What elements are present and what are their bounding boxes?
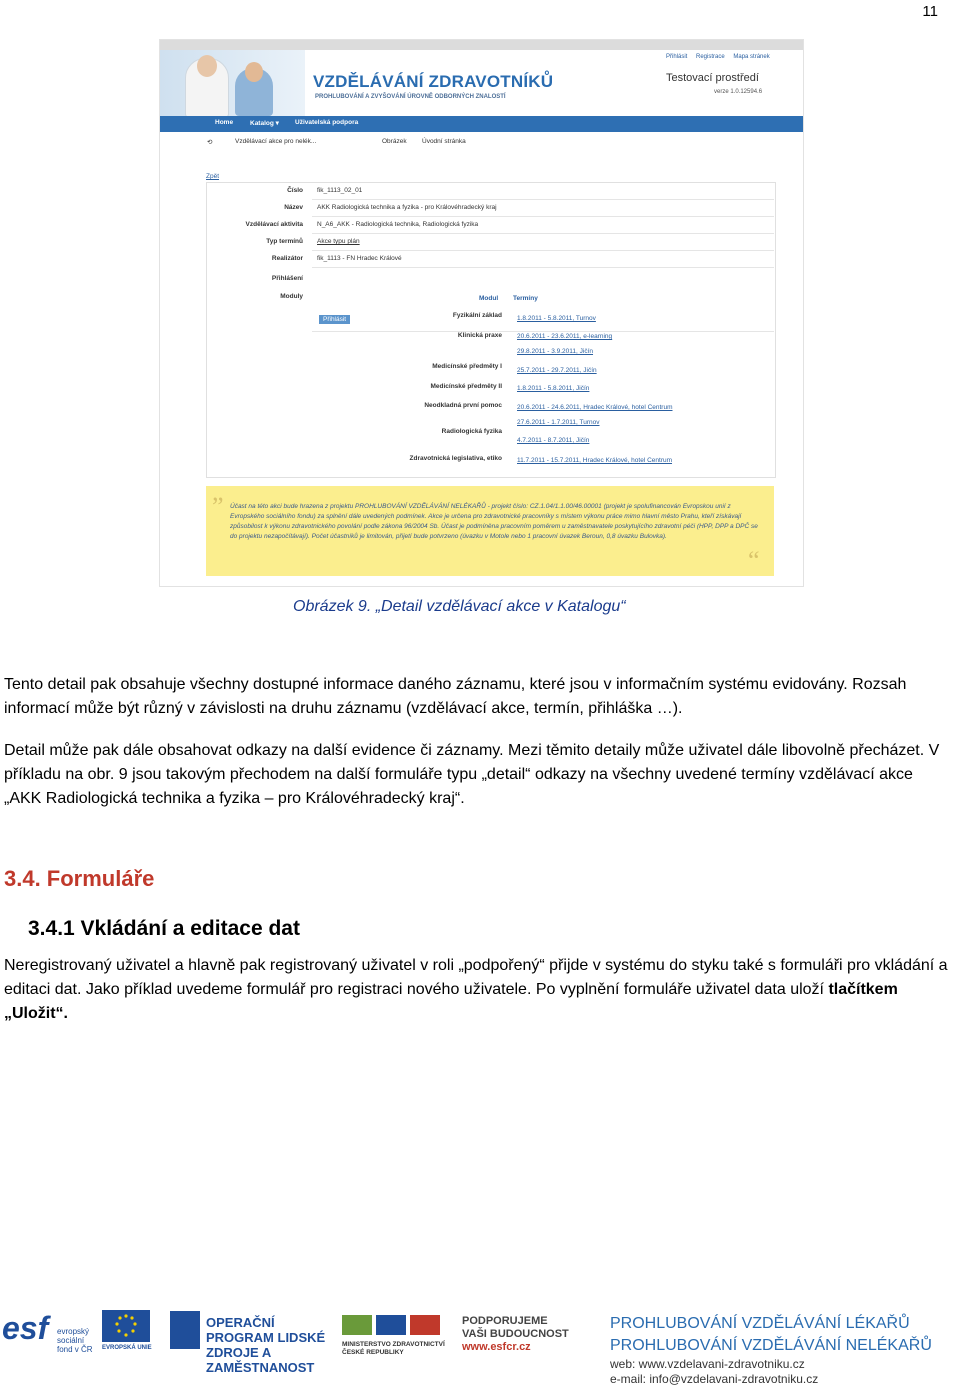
footer-logos [2,1305,592,1375]
field-label: Přihlášení [271,275,303,282]
notice-text: Účast na této akci bude hrazena z projektu PROHLUBOVÁNÍ VZDĚLÁVÁNÍ NELÉKAŘŮ - projekt číslo: CZ.1.04/1.1.00/46.00001 (projekt je spolufinancován Evropskou unií z Evropského sociálního fondu) za splnění dále uvedených podmínek. Akce je určena pro zdravotnické pracovníky s místem výkonu práce mimo hlavní město Prahu, kteří získávají způsobilost k výkonu zdravotnického povolání podle zákona 96/2004 Sb. Účast je podmíněna pracovním poměrem u zaměstnavatele poskytujícího zdravotní péči (HPP, DPP a DPČ se do projektu nezapočítávají). Počet účastníků je limitován, přijetí bude potvrzeno (úvazku v Motole nebo 1 pracovní úvazek Beroun, 0,8 úvazku Bulovka). [230,503,758,540]
op-logo-icon [170,1311,200,1349]
field-label: Typ termínů [266,238,303,245]
term-link[interactable]: 1.8.2011 - 5.8.2011, Turnov [517,315,596,322]
support-slogan: PODPORUJEME VAŠI BUDOUCNOST [462,1315,569,1340]
field-label: Realizátor [271,255,303,262]
op-text: OPERAČNÍ PROGRAM LIDSKÉ ZDROJE A ZAMĚSTNANOST [206,1315,326,1375]
term-link[interactable]: 11.7.2011 - 15.7.2011, Hradec Králové, hotel Centrum [517,457,673,464]
section-heading: 3.4. Formuláře [4,866,155,891]
term-link[interactable]: 29.8.2011 - 3.9.2011, Jičín [517,348,594,355]
site-logo-title: VZDĚLÁVÁNÍ ZDRAVOTNÍKŮ [313,72,554,91]
figure-caption: Obrázek 9. „Detail vzdělávací akce v Katalogu“ [293,598,626,615]
breadcrumb-item[interactable]: Úvodní stránka [422,138,466,145]
site-logo-subtitle: PROHLUBOVÁNÍ A ZVYŠOVÁNÍ ÚROVNĚ ODBORNÝCH ZNALOSTÍ [315,94,506,100]
save-button-reference: tlačítkem „Uložit“. [4,981,898,1022]
header-links [666,54,777,60]
eu-text: EVROPSKÁ UNIE [102,1345,152,1351]
terms-col-header: Termíny [513,295,538,302]
paragraph-text: Neregistrovaný uživatel a hlavně pak registrovaný uživatel v roli „podpořený“ přijde v systému do styku také s formuláři pro vkládání a editaci dat. Jako příklad uvedeme formulář pro registraci nového uživatele. Po vyplnění formuláře uživatel data uloží [4,957,948,998]
modules-col-header: Modul [479,295,499,302]
paragraph [4,954,954,1026]
detail-table [206,182,776,478]
funding-notice [206,486,774,576]
catalog-screenshot [160,40,803,586]
register-link[interactable]: Registrace [696,54,725,60]
footer-web: web: www.vzdelavani-zdravotniku.cz [610,1357,805,1371]
nav-catalog[interactable]: Katalog ▾ [250,120,279,127]
field-label: Vzdělávací aktivita [245,221,303,228]
page-number: 11 [922,3,938,20]
module-name: Medicínské předměty I [432,363,502,370]
quote-open-icon: ” [212,492,224,521]
esf-logo: esf [2,1310,49,1346]
back-link[interactable]: Zpět [206,173,220,180]
subsection-heading: 3.4.1 Vkládání a editace dat [28,917,300,940]
login-link[interactable]: Přihlásit [666,54,688,60]
module-name: Medicínské předměty II [430,383,502,390]
nav-support[interactable]: Uživatelská podpora [295,119,359,126]
doctor-figure [185,58,229,118]
header-right [652,52,803,112]
breadcrumb-icon: ⟲ [207,139,213,146]
term-link[interactable]: 1.8.2011 - 5.8.2011, Jičín [517,385,590,392]
project-name: PROHLUBOVÁNÍ VZDĚLÁVÁNÍ LÉKAŘŮ [610,1315,910,1332]
support-text [462,1315,572,1354]
field-label: Název [284,204,303,211]
ministry-text: MINISTERSTVO ZDRAVOTNICTVÍ ČESKÉ REPUBLIKY [342,1341,445,1356]
environment-label: Testovací prostředí [666,72,759,84]
header-photo [160,50,305,116]
browser-bar [160,40,803,50]
term-link[interactable]: 27.6.2011 - 1.7.2011, Turnov [517,419,600,426]
term-link[interactable]: 20.6.2011 - 24.6.2011, Hradec Králové, hotel Centrum [517,404,673,411]
field-value: fik_1113_02_01 [317,187,363,194]
breadcrumb-item[interactable]: Obrázek [382,138,407,145]
module-name: Fyzikální základ [452,312,502,319]
field-value: AKK Radiologická technika a fyzika - pro Královéhradecký kraj [317,204,497,211]
esf-logo-text: evropský sociální fond v ČR [57,1327,93,1354]
module-name: Radiologická fyzika [441,428,502,435]
module-name: Zdravotnická legislativa, etiko [409,455,502,462]
breadcrumb [207,136,797,150]
site-header [160,50,803,116]
modules-label: Moduly [280,293,303,300]
module-name: Klinická praxe [457,332,502,339]
support-web: www.esfcr.cz [462,1341,531,1353]
project-name: PROHLUBOVÁNÍ VZDĚLÁVÁNÍ NELÉKAŘŮ [610,1337,932,1354]
sitemap-link[interactable]: Mapa stránek [733,54,770,60]
term-link[interactable]: 4.7.2011 - 8.7.2011, Jičín [517,437,590,444]
field-value: N_A6_AKK - Radiologická technika, Radiologická fyzika [317,221,479,228]
breadcrumb-item[interactable]: Vzdělávací akce pro nelék... [235,138,317,145]
ministry-logo-icon [342,1313,442,1337]
term-link[interactable]: 25.7.2011 - 29.7.2011, Jičín [517,367,597,374]
field-label: Číslo [287,187,303,194]
quote-close-icon: “ [748,546,760,575]
field-value-link[interactable]: Akce typu plán [317,238,360,245]
nurse-figure [235,68,273,116]
main-nav [160,116,803,132]
footer-projects [610,1313,932,1387]
eu-flag-icon [102,1310,150,1342]
paragraph: Tento detail pak obsahuje všechny dostupné informace daného záznamu, které jsou v informačním systému evidovány. Rozsah informací může být různý v závislosti na druhu záznamu (vzdělávací akce, termín, přihláška …). [4,676,907,717]
term-link[interactable]: 20.6.2011 - 23.6.2011, e-learning [517,333,613,340]
nav-home[interactable]: Home [215,119,234,126]
login-button[interactable]: Přihlásit [319,315,350,324]
footer-email: e-mail: info@vzdelavani-zdravotniku.cz [610,1372,819,1386]
version-label: verze 1.0.12594.6 [714,89,763,95]
field-value: fik_1113 - FN Hradec Králové [317,255,402,262]
module-name: Neodkladná první pomoc [424,402,502,409]
paragraph: Detail může pak dále obsahovat odkazy na další evidence či záznamy. Mezi těmito detaily může uživatel dále libovolně přecházet. V příkladu na obr. 9 jsou takovým přechodem na další formuláře typu „detail“ odkazy na všechny uvedené termíny vzdělávací akce „AKK Radiologická technika a fyzika – pro Královéhradecký kraj“. [4,742,940,807]
